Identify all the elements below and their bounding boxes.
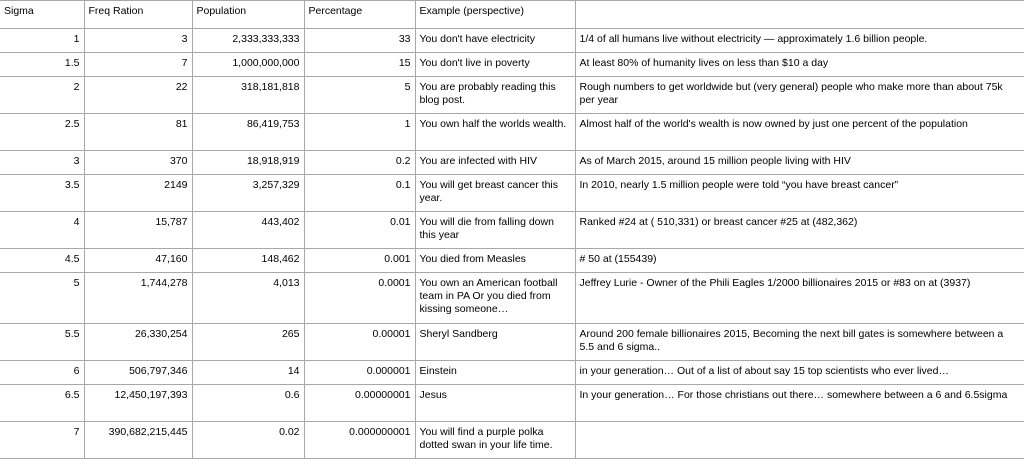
cell-example: You own half the worlds wealth. (415, 114, 575, 151)
cell-example: You own an American football team in PA Or you died from kissing someone… (415, 273, 575, 324)
cell-example: You will find a purple polka dotted swan in your life time. (415, 422, 575, 459)
cell-freq: 2149 (84, 175, 192, 212)
cell-note: # 50 at (155439) (575, 249, 1024, 273)
cell-population: 148,462 (192, 249, 304, 273)
table-row (0, 249, 1024, 273)
cell-sigma: 5 (0, 273, 84, 324)
cell-percentage: 5 (304, 77, 415, 114)
cell-freq: 7 (84, 53, 192, 77)
cell-freq: 1,744,278 (84, 273, 192, 324)
cell-sigma: 6 (0, 361, 84, 385)
cell-sigma: 1.5 (0, 53, 84, 77)
cell-sigma: 5.5 (0, 324, 84, 361)
cell-population: 0.6 (192, 385, 304, 422)
cell-population: 4,013 (192, 273, 304, 324)
table-row (0, 273, 1024, 324)
cell-example: You will die from falling down this year (415, 212, 575, 249)
table-row (0, 53, 1024, 77)
cell-example: Jesus (415, 385, 575, 422)
cell-example: You are infected with HIV (415, 151, 575, 175)
cell-population: 3,257,329 (192, 175, 304, 212)
cell-freq: 12,450,197,393 (84, 385, 192, 422)
cell-percentage: 0.1 (304, 175, 415, 212)
cell-percentage: 0.001 (304, 249, 415, 273)
table-row (0, 114, 1024, 151)
table-row (0, 175, 1024, 212)
cell-sigma: 7 (0, 422, 84, 459)
table-row (0, 324, 1024, 361)
cell-sigma: 3 (0, 151, 84, 175)
cell-freq: 3 (84, 29, 192, 53)
header-sigma: Sigma (0, 1, 84, 29)
cell-population: 86,419,753 (192, 114, 304, 151)
cell-example: Einstein (415, 361, 575, 385)
cell-percentage: 0.000000001 (304, 422, 415, 459)
cell-percentage: 33 (304, 29, 415, 53)
cell-note: Around 200 female billionaires 2015, Becoming the next bill gates is somewhere between a 5.5 and 6 sigma.. (575, 324, 1024, 361)
cell-percentage: 0.000001 (304, 361, 415, 385)
table-row (0, 151, 1024, 175)
cell-freq: 370 (84, 151, 192, 175)
cell-percentage: 1 (304, 114, 415, 151)
cell-note: At least 80% of humanity lives on less than $10 a day (575, 53, 1024, 77)
cell-sigma: 1 (0, 29, 84, 53)
cell-population: 2,333,333,333 (192, 29, 304, 53)
cell-example: You don't live in poverty (415, 53, 575, 77)
header-note (575, 1, 1024, 29)
cell-sigma: 2 (0, 77, 84, 114)
cell-population: 18,918,919 (192, 151, 304, 175)
cell-population: 0.02 (192, 422, 304, 459)
cell-sigma: 6.5 (0, 385, 84, 422)
cell-example: You will get breast cancer this year. (415, 175, 575, 212)
cell-note: in your generation… Out of a list of about say 15 top scientists who ever lived… (575, 361, 1024, 385)
cell-sigma: 4 (0, 212, 84, 249)
cell-example: You are probably reading this blog post. (415, 77, 575, 114)
cell-note: In 2010, nearly 1.5 million people were told “you have breast cancer” (575, 175, 1024, 212)
table-row (0, 29, 1024, 53)
cell-example: You died from Measles (415, 249, 575, 273)
cell-note: Jeffrey Lurie - Owner of the Phili Eagles 1/2000 billionaires 2015 or #83 on at (3937) (575, 273, 1024, 324)
cell-sigma: 3.5 (0, 175, 84, 212)
cell-example: You don't have electricity (415, 29, 575, 53)
cell-percentage: 0.2 (304, 151, 415, 175)
cell-note: Rough numbers to get worldwide but (very general) people who make more than about 75k per year (575, 77, 1024, 114)
cell-freq: 506,797,346 (84, 361, 192, 385)
header-percentage: Percentage (304, 1, 415, 29)
cell-example: Sheryl Sandberg (415, 324, 575, 361)
cell-freq: 26,330,254 (84, 324, 192, 361)
cell-population: 443,402 (192, 212, 304, 249)
cell-percentage: 0.01 (304, 212, 415, 249)
cell-population: 1,000,000,000 (192, 53, 304, 77)
cell-percentage: 0.0001 (304, 273, 415, 324)
cell-note: 1/4 of all humans live without electricity — approximately 1.6 billion people. (575, 29, 1024, 53)
cell-freq: 15,787 (84, 212, 192, 249)
cell-percentage: 0.00000001 (304, 385, 415, 422)
header-freq-ration: Freq Ration (84, 1, 192, 29)
cell-sigma: 4.5 (0, 249, 84, 273)
cell-freq: 47,160 (84, 249, 192, 273)
table-row (0, 77, 1024, 114)
table-row (0, 422, 1024, 459)
cell-population: 14 (192, 361, 304, 385)
header-row (0, 1, 1024, 29)
cell-note: Ranked #24 at ( 510,331) or breast cancer #25 at (482,362) (575, 212, 1024, 249)
cell-freq: 81 (84, 114, 192, 151)
cell-note: As of March 2015, around 15 million people living with HIV (575, 151, 1024, 175)
cell-freq: 22 (84, 77, 192, 114)
cell-sigma: 2.5 (0, 114, 84, 151)
header-population: Population (192, 1, 304, 29)
cell-note: In your generation… For those christians out there… somewhere between a 6 and 6.5sigma (575, 385, 1024, 422)
cell-population: 265 (192, 324, 304, 361)
cell-note (575, 422, 1024, 459)
table-row (0, 385, 1024, 422)
cell-percentage: 0.00001 (304, 324, 415, 361)
cell-population: 318,181,818 (192, 77, 304, 114)
cell-note: Almost half of the world's wealth is now owned by just one percent of the population (575, 114, 1024, 151)
table-row (0, 361, 1024, 385)
header-example: Example (perspective) (415, 1, 575, 29)
table-row (0, 212, 1024, 249)
cell-percentage: 15 (304, 53, 415, 77)
cell-freq: 390,682,215,445 (84, 422, 192, 459)
